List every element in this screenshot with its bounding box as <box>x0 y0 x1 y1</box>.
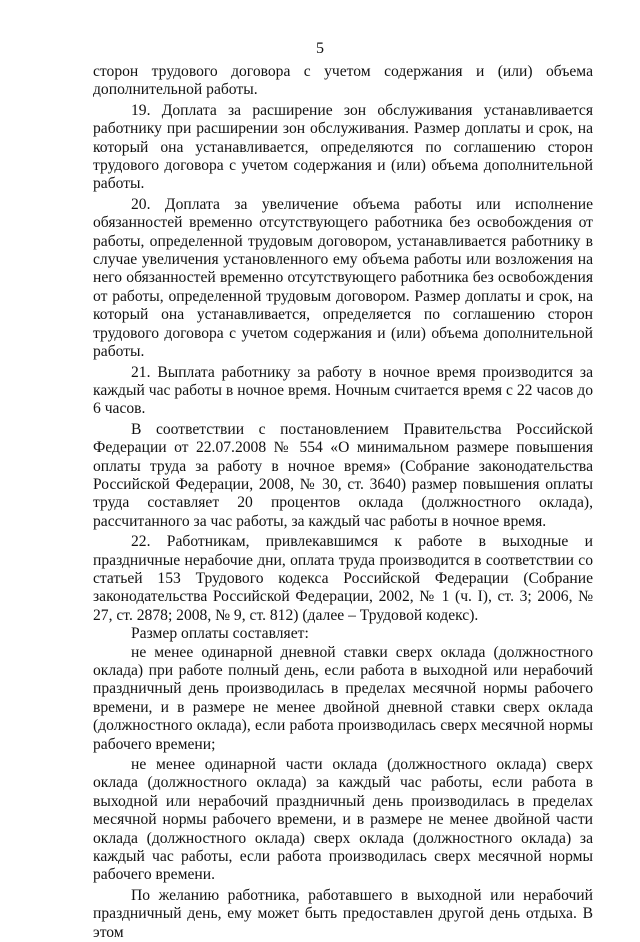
paragraph-22: 22. Работникам, привлекавшимся к работе в выходные и праздничные нерабочие дни, оплата труда производится в соответствии со статьей 153 Трудового кодекса Российской Федерации (Собрание законодательства Российской Федерации, 2002, № 1 (ч. I), ст. 3; 2006, № 27, ст. 2878; 2008, № 9, ст. 812) (далее – Трудовой кодекс). <box>93 533 593 624</box>
paragraph-21: 21. Выплата работнику за работу в ночное время производится за каждый час работы в ночное время. Ночным считается время с 22 часов до 6 часов. <box>93 363 593 418</box>
paragraph-19: 19. Доплата за расширение зон обслуживания устанавливается работнику при расширении зон обслуживания. Размер доплаты и срок, на который она устанавливается, определяются по соглашению сторон трудового договора с учетом содержания и (или) объема дополнительной работы. <box>93 101 593 193</box>
paragraph-20: 20. Доплата за увеличение объема работы или исполнение обязанностей временно отсутствующего работника без освобождения от работы, определенной трудовым договором, устанавливается работнику в случае увеличения установленного ему объема работы или возложения на него обязанностей временно отсутствующего работника без освобождения от работы, определенной трудовым договором. Размер доплаты и срок, на который она устанавливается, определяется по соглашению сторон трудового договора с учетом содержания и (или) объема дополнительной работы. <box>93 195 593 361</box>
paragraph-hourly-rate: не менее одинарной части оклада (должностного оклада) сверх оклада (должностного оклада) за каждый час работы, если работа в выходной или нерабочий праздничный день производилась в пределах месячной нормы рабочего времени, и в размере не менее двойной части оклада (должностного оклада) сверх оклада (должностного оклада) за каждый час работы, если работа производилась сверх месячной нормы рабочего времени. <box>93 756 593 884</box>
paragraph-day-off: По желанию работника, работавшего в выходной или нерабочий праздничный день, ему может быть предоставлен другой день отдыха. В этом <box>93 886 593 941</box>
paragraph-continuation: сторон трудового договора с учетом содержания и (или) объема дополнительной работы. <box>93 63 593 99</box>
paragraph-full-day-rate: не менее одинарной дневной ставки сверх оклада (должностного оклада) при работе полный день, если работа в выходной или нерабочий праздничный день производилась в пределах месячной нормы рабочего времени, и в размере не менее двойной дневной ставки сверх оклада (должностного оклада), если работа производилась сверх месячной нормы рабочего времени; <box>93 643 593 753</box>
page-number: 5 <box>316 40 324 57</box>
paragraph-21-night-rate: В соответствии с постановлением Правительства Российской Федерации от 22.07.2008 № 554 «О минимальном размере повышения оплаты труда за работу в ночное время» (Собрание законодательства Российской Федерации, 2008, № 30, ст. 3640) размер повышения оплаты труда составляет 20 процентов оклада (должностного оклада), рассчитанного за час работы, за каждый час работы в ночное время. <box>93 420 593 530</box>
paragraph-payment-size: Размер оплаты составляет: <box>131 625 309 643</box>
document-body <box>93 63 593 942</box>
